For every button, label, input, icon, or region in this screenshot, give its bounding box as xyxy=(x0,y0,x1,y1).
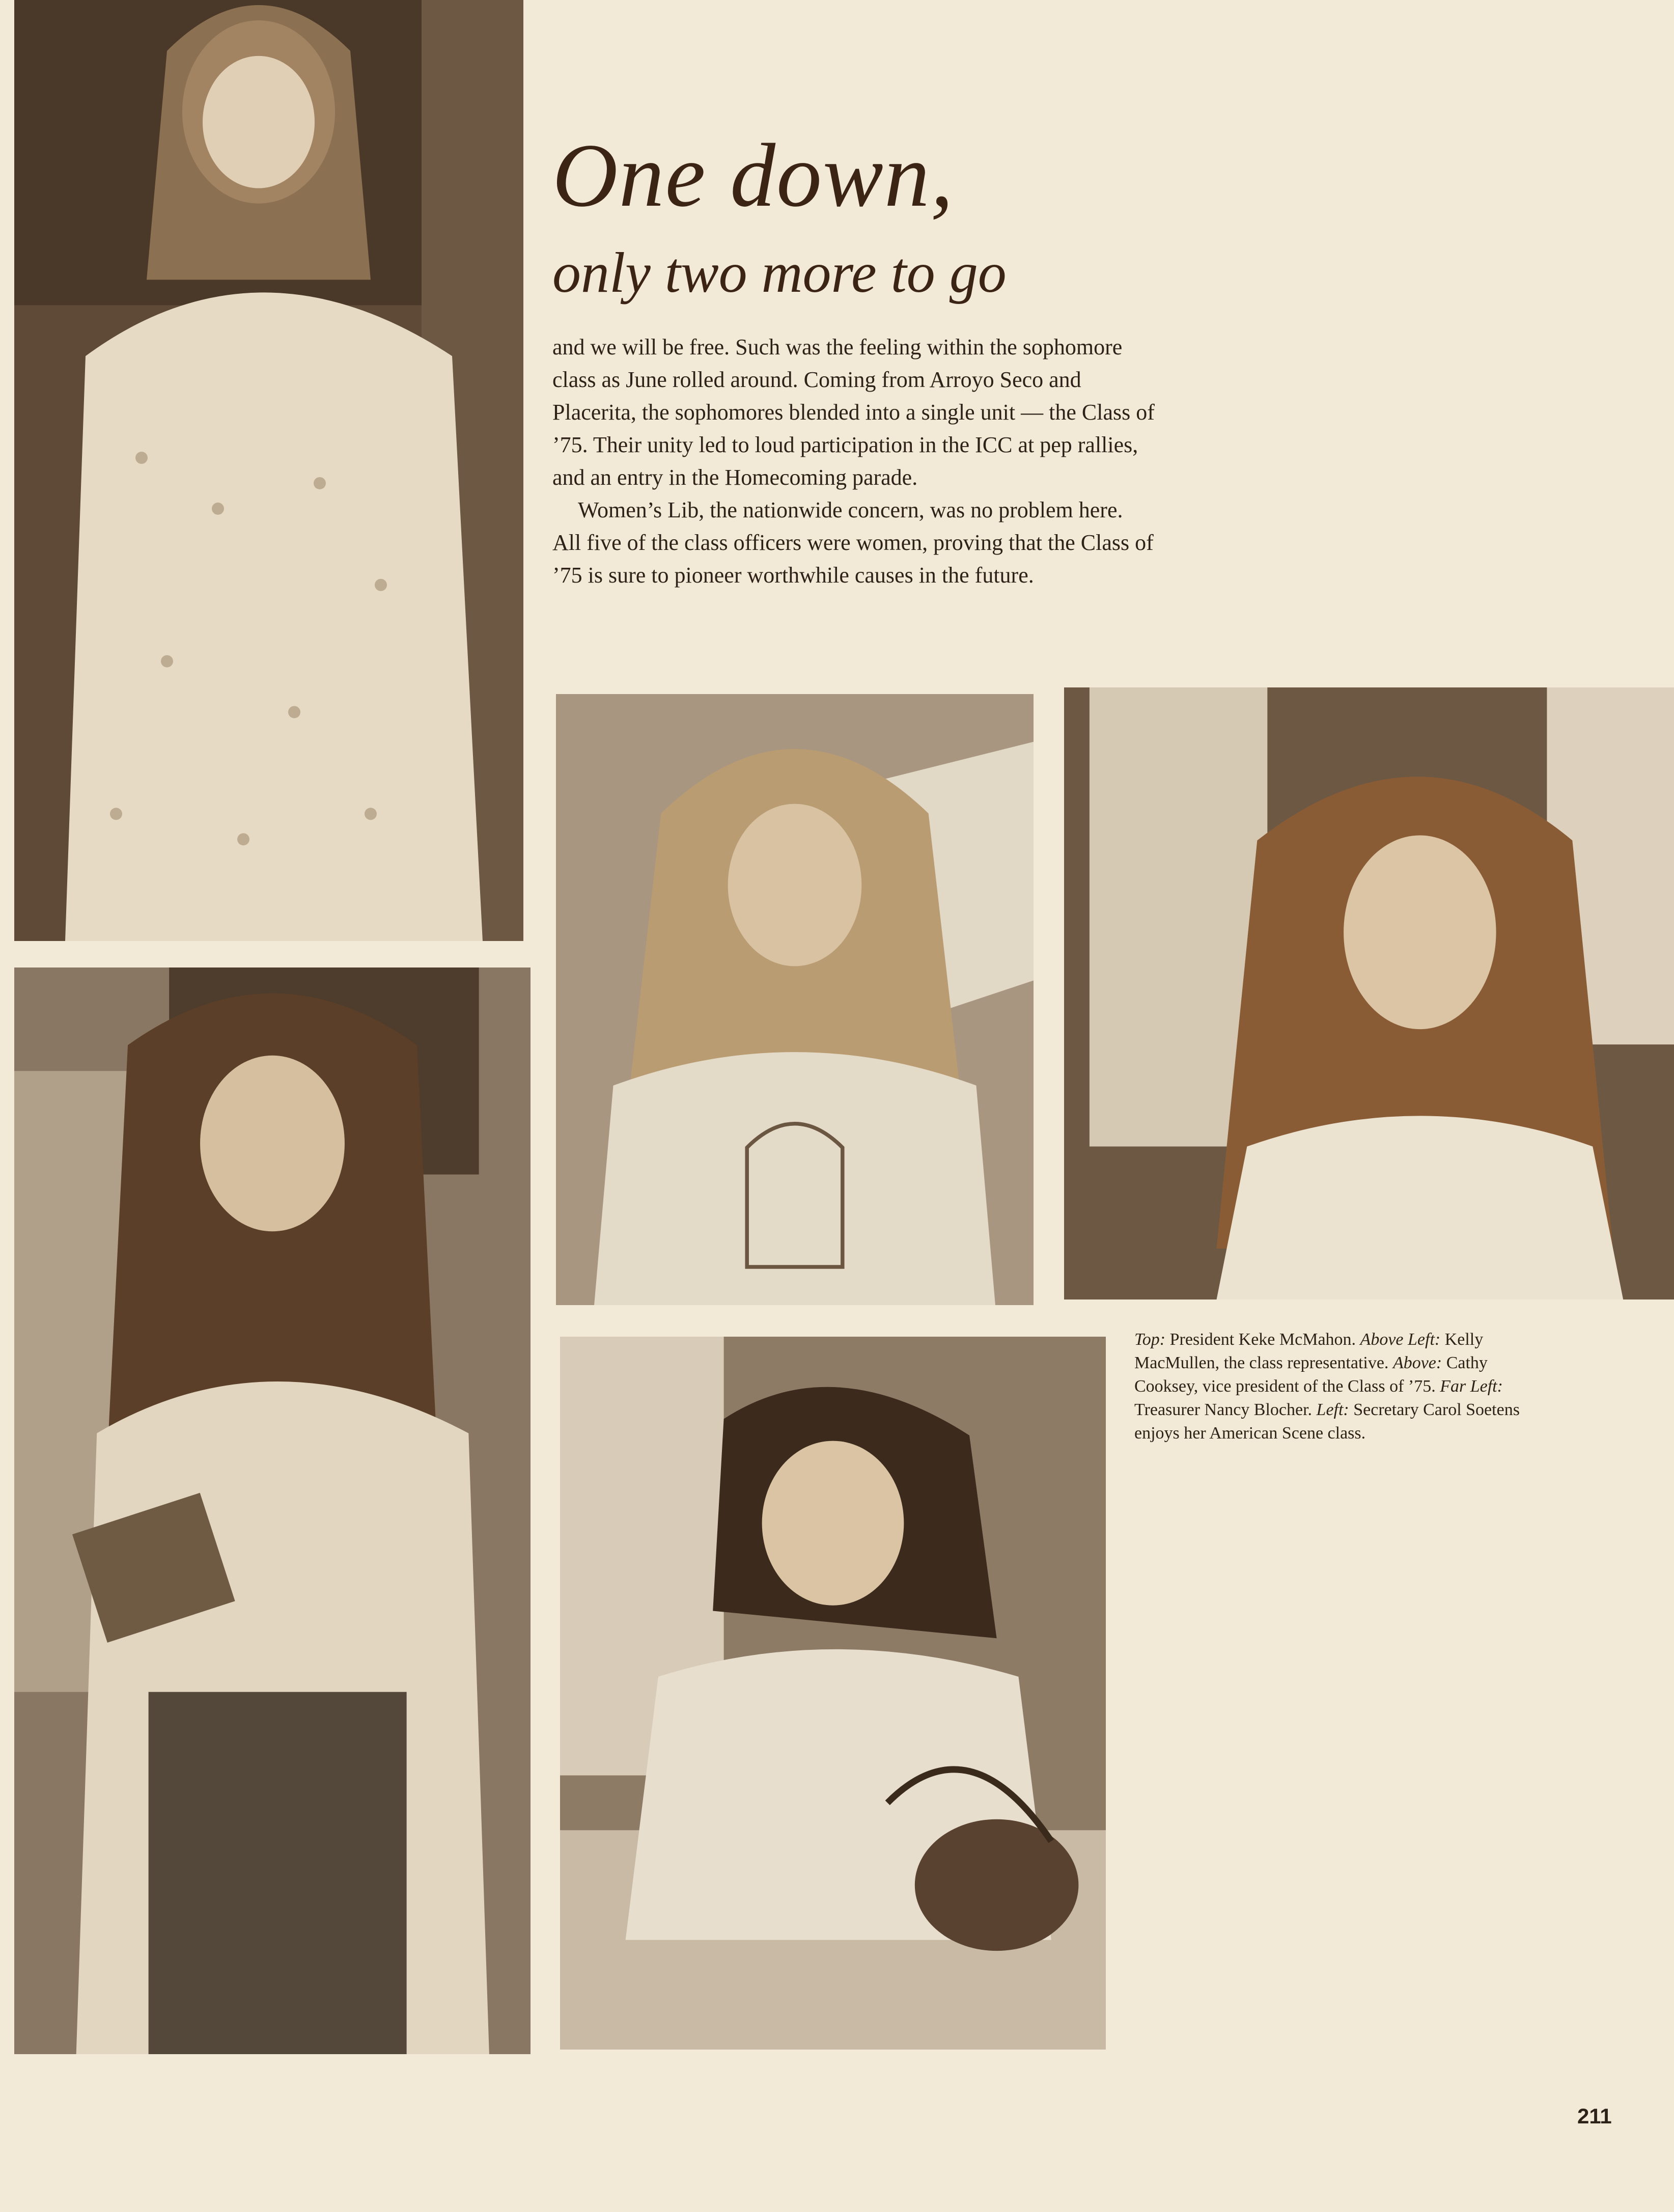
caption-text: Kelly MacMullen, the class representative. xyxy=(1134,1330,1484,1372)
photo-secretary-carol-soetens xyxy=(560,1337,1106,2050)
caption-text: Cathy Cooksey, vice president of the Class of ’75. xyxy=(1134,1353,1488,1396)
caption-label: Left: xyxy=(1316,1400,1349,1419)
photo-kelly-macmullen xyxy=(556,694,1034,1305)
photo-vp-cathy-cooksey xyxy=(1064,687,1674,1299)
caption-label: Above Left: xyxy=(1360,1330,1441,1349)
caption-label: Top: xyxy=(1134,1330,1166,1349)
caption-text: Treasurer Nancy Blocher. xyxy=(1134,1400,1317,1419)
headline-sub: only two more to go xyxy=(552,241,1007,305)
photo-president-keke-mcmahon xyxy=(14,0,523,941)
photo-treasurer-nancy-blocher xyxy=(14,967,531,2054)
caption-label: Far Left: xyxy=(1440,1377,1503,1396)
headline-main: One down, xyxy=(552,125,955,226)
body-paragraph: Women’s Lib, the nationwide concern, was no problem here. All five of the class officers were women, proving that the Class of ’75 is sure to pioneer worthwhile causes in the future. xyxy=(552,497,1154,588)
photo-caption xyxy=(1134,1328,1521,1445)
caption-text: President Keke McMahon. xyxy=(1165,1330,1360,1349)
page-number: 211 xyxy=(1577,2104,1612,2128)
caption-label: Above: xyxy=(1392,1353,1442,1372)
body-paragraph: and we will be free. Such was the feeling within the sophomore class as June rolled around. Coming from Arroyo Seco and Placerita, the sophomores blended into a single unit — the Class of ’75. Their unity led to loud participation in the ICC at pep rallies, and an entry in the Homecoming parade. xyxy=(552,335,1155,490)
body-copy xyxy=(552,331,1156,592)
caption-text: Secretary Carol Soetens enjoys her American Scene class. xyxy=(1134,1400,1520,1443)
